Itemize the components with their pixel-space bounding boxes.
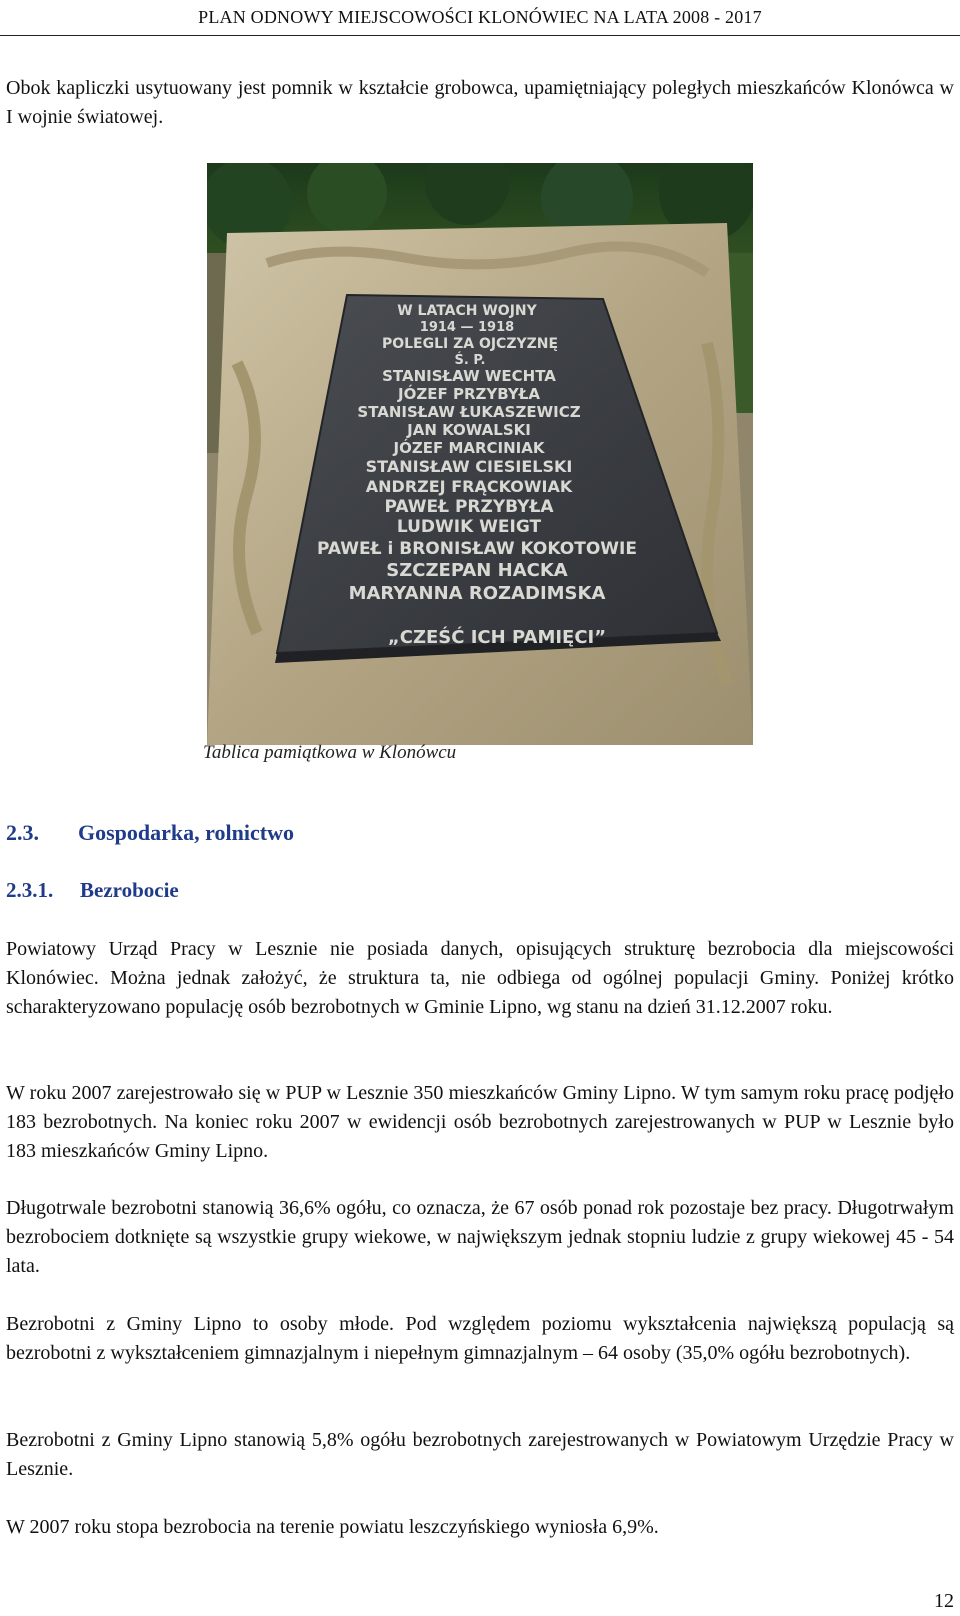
plaque-line: STANISŁAW WECHTA (382, 367, 556, 385)
photo-caption: Tablica pamiątkowa w Klonówcu (203, 742, 457, 763)
body-paragraph-5: Bezrobotni z Gminy Lipno stanowią 5,8% ogółu bezrobotnych zarejestrowanych w Powiatowym Urzędzie Pracy w Lesznie. (6, 1429, 954, 1480)
plaque-line: SZCZEPAN HACKA (386, 560, 568, 581)
intro-paragraph: Obok kapliczki usytuowany jest pomnik w kształcie grobowca, upamiętniający poległych mieszkańców Klonówca w I wojnie światowej. (6, 77, 954, 128)
plaque-line: LUDWIK WEIGT (396, 517, 542, 537)
plaque-line: 1914 — 1918 (419, 320, 515, 335)
plaque-line: „CZEŚĆ ICH PAMIĘCI” (387, 627, 607, 648)
plaque-line: JAN KOWALSKI (407, 421, 531, 439)
plaque-line: JÓZEF PRZYBYŁA (398, 385, 540, 403)
plaque-line: STANISŁAW CIESIELSKI (365, 457, 573, 476)
header-title: PLAN ODNOWY MIEJSCOWOŚCI KLONÓWIEC NA LATA 2008 - 2017 (198, 7, 762, 27)
body-paragraph-2: W roku 2007 zarejestrowało się w PUP w Lesznie 350 mieszkańców Gminy Lipno. W tym samym roku pracę podjęło 183 bezrobotnych. Na koniec roku 2007 w ewidencji osób bezrobotnych zarejestrowanych w PUP w Lesznie było 183 mieszkańców Gminy Lipno. (6, 1082, 954, 1162)
plaque-line: Ś. P. (454, 353, 486, 368)
body-paragraph-6: W 2007 roku stopa bezrobocia na terenie powiatu leszczyńskiego wyniosła 6,9%. (6, 1516, 659, 1538)
subsection-heading (6, 878, 179, 903)
plaque-inscription (207, 163, 753, 745)
plaque-line: MARYANNA ROZADIMSKA (348, 583, 606, 604)
page-number: 12 (934, 1590, 954, 1612)
plaque-line: STANISŁAW ŁUKASZEWICZ (357, 403, 581, 421)
body-paragraph-1: Powiatowy Urząd Pracy w Lesznie nie posiada danych, opisujących strukturę bezrobocia dla miejscowości Klonówiec. Można jednak założyć, że struktura ta, nie odbiega od ogólnej populacji Gminy. Poniżej krótko scharakteryzowano populację osób bezrobotnych w Gminie Lipno, wg stanu na dzień 31.12.2007 roku. (6, 938, 954, 1018)
memorial-photo (207, 163, 753, 745)
section-number: 2.3. (6, 820, 39, 845)
body-paragraph-4: Bezrobotni z Gminy Lipno to osoby młode. Pod względem poziomu wykształcenia największą populacją są bezrobotni z wykształceniem gimnazjalnym i niepełnym gimnazjalnym – 64 osoby (35,0% ogółu bezrobotnych). (6, 1313, 954, 1364)
plaque-line: JÓZEF MARCINIAK (393, 439, 545, 457)
plaque-line: PAWEŁ i BRONISŁAW KOKOTOWIE (317, 539, 637, 559)
page-header (0, 0, 960, 36)
plaque-line: W LATACH WOJNY (397, 303, 537, 319)
plaque-line: PAWEŁ PRZYBYŁA (384, 497, 554, 517)
section-heading (6, 820, 294, 846)
section-title: Gospodarka, rolnictwo (78, 820, 294, 845)
subsection-number: 2.3.1. (6, 878, 54, 902)
plaque-line: POLEGLI ZA OJCZYZNĘ (381, 336, 559, 352)
subsection-title: Bezrobocie (80, 878, 179, 902)
body-paragraph-3: Długotrwale bezrobotni stanowią 36,6% ogółu, co oznacza, że 67 osób ponad rok pozostaje bez pracy. Długotrwałym bezrobociem dotknięte są wszystkie grupy wiekowe, w największym jednak stopniu ludzie z grupy wiekowej 45 - 54 lata. (6, 1197, 954, 1277)
plaque-line: ANDRZEJ FRĄCKOWIAK (365, 477, 573, 496)
